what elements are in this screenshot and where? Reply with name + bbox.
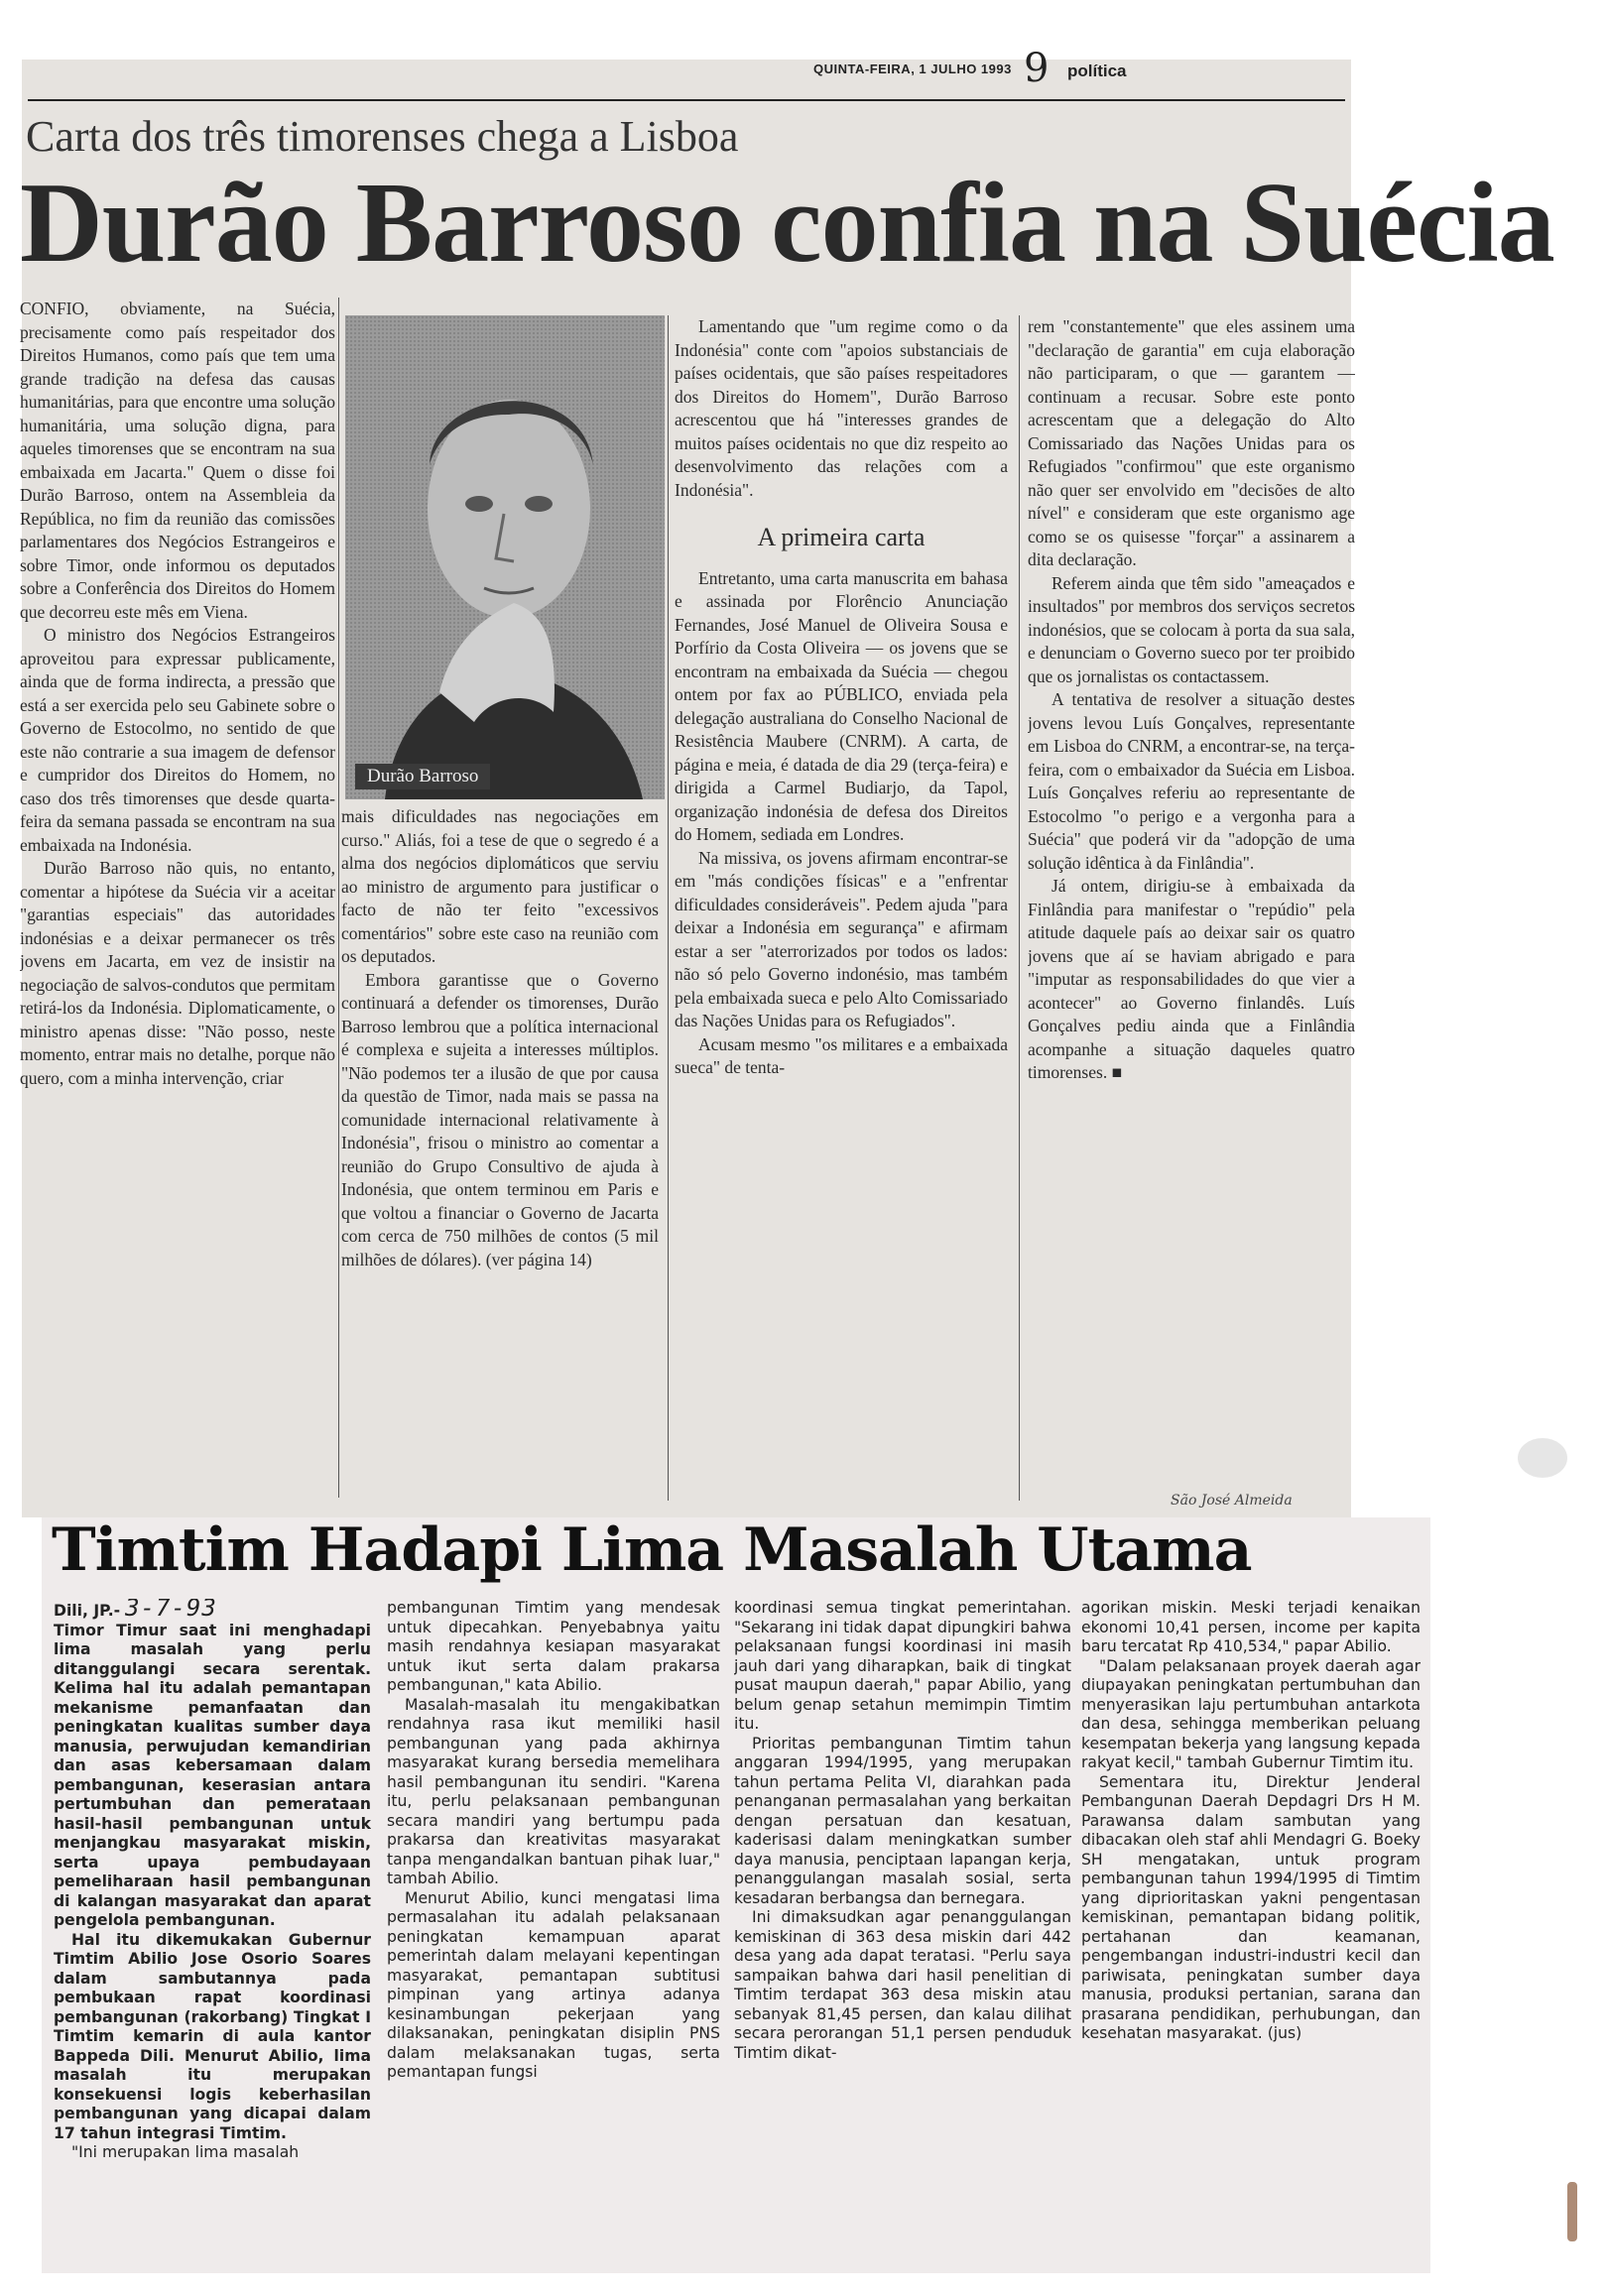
paragraph: rem "constantemente" que eles assinem uma "declaração de garantia" em cuja elaboração não participaram, o que — garantem — continuam a recusar. Sobre este ponto acrescentam que a delegação do Alto Comissariado das Nações Unidas para os Refugiados "confirmou" que este organismo não quer ser envolvido em "decisões de alto nível" e consideram que este organismo age como se os quisesse "forçar" a assinarem a dita declaração. xyxy=(1028,316,1355,569)
paragraph: Entretanto, uma carta manuscrita em bahasa e assinada por Florêncio Anunciação Fernandes, José Manuel de Oliveira Sousa e Porfírio da Costa Oliveira — os jovens que se encontram na embaixada da Suécia — chegou ontem por fax ao PÚBLICO, enviada pela delegação australiana do Conselho Nacional de Resistência Maubere (CNRM). A carta, de página e meia, é datada de dia 29 (terça-feira) e dirigida a Carmel Budiarjo, da Tapol, organização indonésia de defesa dos Direitos do Homem, sediada em Londres. xyxy=(675,567,1008,844)
paragraph: Lamentando que "um regime como o da Indonésia" conte com "apoios substanciais de países ocidentais, que são países respeitadores dos Direitos do Homem", Durão Barroso acrescentou que há "interesses grandes de muitos países ocidentais no que diz respeito ao desenvolvimento das relações com a Indonésia". xyxy=(675,316,1008,500)
header-rule xyxy=(28,99,1345,101)
indonesian-headline: Timtim Hadapi Lima Masalah Utama xyxy=(52,1515,1252,1585)
tape-mark xyxy=(1567,2182,1577,2241)
lead-paragraph: Timor Timur saat ini menghadapi lima masalah yang perlu ditanggulangi secara serentak. Kelima hal itu adalah pemantapan mekanisme pemanfaatan dan peningkatan kualitas sumber daya manusia, perwujudan kemandirian dan asas kebersamaan dalam pembangunan, keserasian antara pertumbuhan dan pemerataan hasil-hasil pembangunan untuk menjangkau masyarakat miskin, serta upaya pembudayaan pemeliharaan hasil pembangunan di kalangan masyarakat dan aparat pengelola pembangunan. xyxy=(54,1621,371,1929)
column-rule xyxy=(1019,315,1020,1501)
dateline: Dili, JP.- xyxy=(54,1602,121,1620)
paragraph: Prioritas pembangunan Timtim tahun anggaran 1994/1995, yang merupakan tahun pertama Pelita VI, diarahkan pada penanganan permasalahan yang berkaitan dengan persatuan dan kesatuan, kaderisasi dalam meningkatkan sumber daya manusia, penciptaan lapangan kerja, penanggulangan masalah sosial, serta kesadaran berbangsa dan bernegara. xyxy=(734,1734,1071,1907)
paragraph: agorikan miskin. Meski terjadi kenaikan ekonomi 10,41 persen, income per kapita baru tercatat Rp 410,534," papar Abilio. xyxy=(1081,1599,1421,1655)
column-rule xyxy=(668,315,669,1501)
paragraph: Sementara itu, Direktur Jenderal Pembangunan Daerah Depdagri Drs H M. Parawansa dalam sambutan yang dibacakan oleh staf ahli Mendagri G. Boeky SH mengatakan, untuk program pembangunan tahun 1994/1995 di Timtim yang diprioritaskan yakni pengentasan kemiskinan, pemantapan bidang politik, pertahanan dan keamanan, pengembangan industri-industri kecil dan pariwisata, peningkatan sumber daya manusia, produksi pertanian, sarana dan prasarana pendidikan, perhubungan, dan kesehatan masyarakat. (jus) xyxy=(1081,1772,1421,2042)
paragraph: Hal itu dikemukakan Gubernur Timtim Abilio Jose Osorio Soares dalam sambutannya pada pembukaan rapat koordinasi pembangunan (rakorbang) Tingkat I Timtim kemarin di aula kantor Bappeda Dili. Menurut Abilio, lima masalah itu merupakan konsekuensi logis keberhasilan pembangunan yang dicapai dalam 17 tahun integrasi Timtim. xyxy=(54,1930,371,2142)
paragraph: Menurut Abilio, kunci mengatasi lima permasalahan itu adalah pelaksanaan peningkatan kemampuan aparat pemerintah dalam melayani kepentingan masyarakat, pemantapan subtitusi pimpinan yang artinya adanya kesinambungan pekerjaan yang dilaksanakan, peningkatan disiplin PNS dalam melaksanakan tugas, serta pemantapan fungsi xyxy=(387,1888,720,2081)
paragraph: Acusam mesmo "os militares e a embaixada sueca" de tenta- xyxy=(675,1033,1008,1077)
indonesian-column-1 xyxy=(54,1599,371,2258)
article-column-2 xyxy=(341,805,659,1500)
subheading: A primeira carta xyxy=(757,523,926,551)
paragraph: "Dalam pelaksanaan proyek daerah agar diupayakan peningkatan pertumbuhan dan menyerasikan laju pertumbuhan antarkota dan desa, sehingga memberikan peluang kesempatan bekerja yang langsung kepada rakyat kecil," tambah Gubernur Timtim itu. xyxy=(1081,1656,1421,1771)
paragraph: pembangunan Timtim yang mendesak untuk dipecahkan. Penyebabnya yaitu masih rendahnya kesiapan masyarakat untuk ikut serta dalam prakarsa pembangunan," kata Abilio. xyxy=(387,1599,720,1694)
indonesian-column-3 xyxy=(734,1599,1071,2258)
paragraph: A tentativa de resolver a situação destes jovens levou Luís Gonçalves, representante em Lisboa do CNRM, a encontrar-se, na terça-feira, com o embaixador da Suécia em Lisboa. Luís Gonçalves referiu ao representante de Estocolmo "o perigo e a vergonha para a Suécia" que poderá vir da "adopção de uma solução idêntica à da Finlândia". xyxy=(1028,689,1355,873)
paragraph: Embora garantisse que o Governo continuará a defender os timorenses, Durão Barroso lembrou que a política internacional é complexa e sujeita a interesses múltiplos. "Não podemos ter a ilusão de que por causa da questão de Timor, nada mais se passa na comunidade internacional relativamente à Indonésia", frisou o ministro ao comentar a reunião do Grupo Consultivo de ajuda à Indonésia, que ontem terminou em Paris e que voltou a financiar o Governo de Jacarta com cerca de 750 milhões de contos (5 mil milhões de dólares). (ver página 14) xyxy=(341,969,659,1269)
article-headline: Durão Barroso confia na Suécia xyxy=(20,160,1554,287)
author-signature: São José Almeida xyxy=(1171,1493,1293,1509)
issue-date: QUINTA-FEIRA, 1 JULHO 1993 xyxy=(813,61,1012,76)
paragraph: CONFIO, obviamente, na Suécia, precisamente como país respeitador dos Direitos Humanos, como país que tem uma grande tradição na defesa das causas humanitárias, para que encontre uma solução humanitária, uma solução digna, para aqueles timorenses que se encontram na sua embaixada em Jacarta." Quem o disse foi Durão Barroso, ontem na Assembleia da República, no fim da reunião das comissões parlamentares dos Negócios Estrangeiros e sobre Timor, onde informou os deputados sobre a Conferência dos Direitos do Homem que decorreu este mês em Viena. xyxy=(20,299,335,622)
paragraph: Referem ainda que têm sido "ameaçados e insultados" por membros dos serviços secretos indonésios, que se colocam à porta da sua sala, e denunciam o Governo sueco por ter proibido que os jornalistas os contactassem. xyxy=(1028,572,1355,686)
paragraph: "Ini merupakan lima masalah xyxy=(71,2143,300,2161)
paragraph: Ini dimaksudkan agar penanggulangan kemiskinan di 363 desa miskin dari 442 desa yang ada dapat teratasi. "Perlu saya sampaikan bahwa dari hasil penelitian di Timtim terdapat 363 desa miskin atau sebanyak 81,45 persen, dan kalau dilihat secara perorangan 51,1 persen penduduk Timtim dikat- xyxy=(734,1908,1071,2062)
article-kicker: Carta dos três timorenses chega a Lisboa xyxy=(26,112,739,161)
punch-hole-mark xyxy=(1518,1438,1567,1478)
page-number: 9 xyxy=(1024,46,1050,91)
handwritten-date: 3-7-93 xyxy=(125,1599,217,1622)
dateline-paragraph xyxy=(54,1599,371,1622)
section-label: política xyxy=(1067,61,1127,80)
paragraph: Já ontem, dirigiu-se à embaixada da Finlândia para manifestar o "repúdio" pela atitude daquele país ao deixar sair os quatro jovens que aí se haviam abrigado e para "imputar as responsabilidades do que vier a acontecer" ao Governo finlandês. Luís Gonçalves pediu ainda que a Finlândia acompanhe a situação daqueles quatro timorenses. ■ xyxy=(1028,876,1355,1082)
article-column-4 xyxy=(1028,315,1355,1491)
paragraph: Masalah-masalah itu mengakibatkan rendahnya rasa ikut memiliki hasil pembangunan yang pada akhirnya masyarakat kurang bersedia memelihara hasil pembangunan itu sendiri. "Karena itu, perlu pelaksanaan pembangunan secara mandiri yang bertumpu pada prakarsa dan kreativitas masyarakat tanpa mengandalkan bantuan pihak luar," tambah Abilio. xyxy=(387,1695,720,1887)
indonesian-column-4 xyxy=(1081,1599,1421,2258)
photo-caption: Durão Barroso xyxy=(355,764,490,789)
article-column-1 xyxy=(20,298,335,1493)
article-column-3 xyxy=(675,315,1008,1501)
portrait-photo xyxy=(345,315,665,799)
paragraph: mais dificuldades nas negociações em curso." Aliás, foi a tese de que o segredo é a alma dos negócios diplomáticos que serviu ao ministro de argumento para justificar o facto de não ter feito "excessivos comentários" sobre este caso na reunião com os deputados. xyxy=(341,806,659,966)
paragraph: O ministro dos Negócios Estrangeiros aproveitou para expressar publicamente, ainda que de forma indirecta, a pressão que está a ser exercida pelo seu Gabinete sobre o Governo de Estocolmo, no sentido de que este não contrarie a sua imagem de defensor e cumpridor dos Direitos do Homem, no caso dos três timorenses que desde quarta-feira da semana passada se encontram na sua embaixada na Indonésia. xyxy=(20,625,335,855)
portrait-image xyxy=(345,315,665,799)
indonesian-column-2 xyxy=(387,1599,720,2258)
paragraph: koordinasi semua tingkat pemerintahan. "Sekarang ini tidak dapat dipungkiri bahwa pelaksanaan fungsi koordinasi ini masih jauh dari yang diharapkan, baik di tingkat pusat maupun daerah," papar Abilio, yang belum genap setahun memimpin Timtim itu. xyxy=(734,1599,1071,1733)
paragraph: Durão Barroso não quis, no entanto, comentar a hipótese da Suécia vir a aceitar "garantias especiais" das autoridades indonésias e a deixar permanecer os três jovens em Jacarta, em vez de insistir na negociação de salvos-condutos que permitam retirá-los da Indonésia. Diplomaticamente, o ministro apenas disse: "Não posso, neste momento, entrar mais no detalhe, porque não quero, com a minha intervenção, criar xyxy=(20,858,335,1088)
column-rule xyxy=(338,298,339,1498)
paragraph: Na missiva, os jovens afirmam encontrar-se em "más condições físicas" e a "enfrentar dificuldades consideráveis". Pedem ajuda "para deixar a Indonésia em segurança" e afirmam estar a ser "aterrorizados por todos os lados: não só pelo Governo indonésio, mas também pela embaixada sueca e pelo Alto Comissariado das Nações Unidas para os Refugiados". xyxy=(675,847,1008,1030)
